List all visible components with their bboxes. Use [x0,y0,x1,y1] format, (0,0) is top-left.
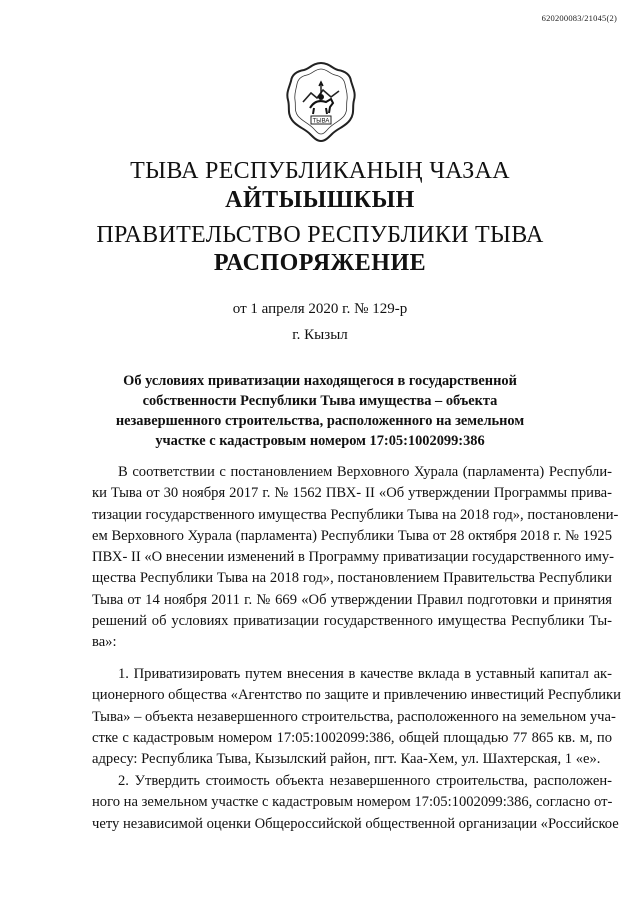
text-line: 2. Утвердить стоимость объекта незавершенного строительства, расположен- [118,773,612,789]
text-line: адресу: Республика Тыва, Кызылский район, пгт. Каа-Хем, ул. Шахтерская, 1 «е». [92,751,601,768]
title-line: Об условиях приватизации находящегося в государственной [123,373,517,389]
text-line: Тыва от 14 ноября 2011 г. № 669 «Об утверждении Правил подготовки и принятия [92,591,612,608]
title-line: собственности Республики Тыва имущества – объекта [142,393,498,409]
paragraph-item-2 [92,771,619,835]
text-line: ПВХ- II «О внесении изменений в Программу приватизации государственного иму- [92,549,615,566]
text-line: Тыва» – объекта незавершенного строительства, расположенного на земельном уча- [92,708,616,725]
text-line: тизации государственного имущества Республики Тыва на 2018 год», постановлени- [92,506,619,523]
text-line: В соответствии с постановлением Верховного Хурала (парламента) Республи- [118,464,612,480]
paragraph-item-1 [92,664,621,770]
text-line: чету независимой оценки Общероссийской общественной организации «Российское [92,815,619,832]
text-line: решений об условиях приватизации государственного имущества Республики Ты- [92,613,612,630]
text-line: ного на земельном участке с кадастровым номером 17:05:1002099:386, согласно от- [92,794,613,811]
text-line: ки Тыва от 30 ноября 2017 г. № 1562 ПВХ- II «Об утверждении Программы прива- [92,485,612,502]
text-line: щества Республики Тыва на 2018 год», постановлением Правительства Республики [92,570,612,587]
header-tuvan-order: АЙТЫЫШКЫН [225,187,415,213]
text-line: ционерного общества «Агентство по защите и привлечению инвестиций Республики [92,687,621,704]
text-line: ем Верховного Хурала (парламента) Республики Тыва от 28 октября 2018 г. № 1925 [92,527,612,544]
coat-of-arms-icon [284,60,358,144]
text-line: стке с кадастровым номером 17:05:1002099:386, общей площадью 77 865 кв. м, по [92,729,612,746]
header-order: РАСПОРЯЖЕНИЕ [213,250,427,276]
header-government: ПРАВИТЕЛЬСТВО РЕСПУБЛИКИ ТЫВА [96,222,544,248]
city: г. Кызыл [292,327,348,343]
title-line: участке с кадастровым номером 17:05:1002099:386 [155,433,485,449]
document-number: 620200083/21045(2) [541,13,617,23]
paragraph-preamble [92,462,619,654]
text-line: ва»: [92,634,117,651]
header-tuvan-government: ТЫВА РЕСПУБЛИКАНЫҢ ЧАЗАА [130,158,510,184]
document-title [90,371,550,451]
emblem-label: ТЫВА [312,118,330,125]
text-line: 1. Приватизировать путем внесения в качестве вклада в уставный капитал ак- [118,666,612,682]
title-line: незавершенного строительства, расположенного на земельном [115,413,525,429]
date-line: от 1 апреля 2020 г. № 129-р [232,301,408,317]
